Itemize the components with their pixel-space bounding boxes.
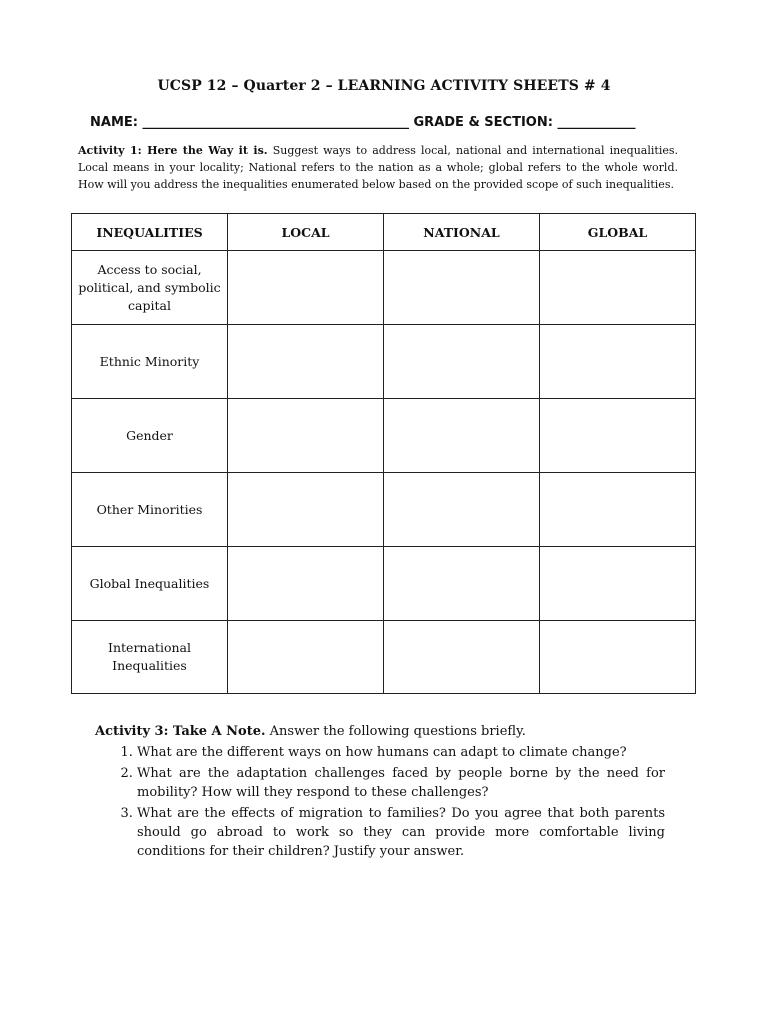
table-row xyxy=(72,251,696,325)
question-list xyxy=(95,743,665,861)
table-row xyxy=(72,325,696,399)
cell-local-access-capital[interactable] xyxy=(228,251,384,325)
activity1-text: Suggest ways to address local, national and international inequalities. Local means in your locality; National refers to the nation as a whole; global refers to the whole world. How will you address the inequalities enumerated below based on the provided scope of such inequalities. xyxy=(78,144,678,191)
cell-global-international-inequalities[interactable] xyxy=(540,621,696,694)
cell-local-global-inequalities[interactable] xyxy=(228,547,384,621)
activity3-text: Answer the following questions briefly. xyxy=(265,724,526,739)
header-national: NATIONAL xyxy=(384,214,540,251)
header-inequalities: INEQUALITIES xyxy=(72,214,228,251)
activity1-heading: Activity 1: Here the Way it is. xyxy=(78,144,268,157)
cell-national-international-inequalities[interactable] xyxy=(384,621,540,694)
header-local: LOCAL xyxy=(228,214,384,251)
cell-national-access-capital[interactable] xyxy=(384,251,540,325)
activity1-instructions xyxy=(78,142,678,193)
table-row xyxy=(72,473,696,547)
row-label-ethnic-minority: Ethnic Minority xyxy=(72,325,228,399)
cell-local-gender[interactable] xyxy=(228,399,384,473)
page-title: UCSP 12 – Quarter 2 – LEARNING ACTIVITY SHEETS # 4 xyxy=(157,78,611,94)
table-row xyxy=(72,399,696,473)
cell-local-international-inequalities[interactable] xyxy=(228,621,384,694)
table-header-row xyxy=(72,214,696,251)
cell-global-ethnic-minority[interactable] xyxy=(540,325,696,399)
activity3-heading: Activity 3: Take A Note. xyxy=(95,724,266,739)
table-row xyxy=(72,547,696,621)
row-label-gender: Gender xyxy=(72,399,228,473)
question-item: 1. What are the different ways on how humans can adapt to climate change? xyxy=(137,743,665,762)
activity3-section xyxy=(95,722,665,863)
question-item: 3. What are the effects of migration to families? Do you agree that both parents should go abroad to work so they can provide more comfortable living conditions for their children? Justify your answer. xyxy=(137,804,665,861)
activity3-intro xyxy=(95,722,665,741)
question-item: 2. What are the adaptation challenges faced by people borne by the need for mobility? How will they respond to these challenges? xyxy=(137,764,665,802)
cell-global-other-minorities[interactable] xyxy=(540,473,696,547)
row-label-global-inequalities: Global Inequalities xyxy=(72,547,228,621)
row-label-international-inequalities: International Inequalities xyxy=(72,621,228,694)
cell-national-ethnic-minority[interactable] xyxy=(384,325,540,399)
header-global: GLOBAL xyxy=(540,214,696,251)
cell-national-other-minorities[interactable] xyxy=(384,473,540,547)
cell-global-access-capital[interactable] xyxy=(540,251,696,325)
cell-global-gender[interactable] xyxy=(540,399,696,473)
cell-national-global-inequalities[interactable] xyxy=(384,547,540,621)
cell-local-ethnic-minority[interactable] xyxy=(228,325,384,399)
inequalities-table xyxy=(71,213,696,694)
cell-local-other-minorities[interactable] xyxy=(228,473,384,547)
row-label-other-minorities: Other Minorities xyxy=(72,473,228,547)
name-grade-section-line: NAME: _________________________________________ GRADE & SECTION: ____________ xyxy=(90,115,636,130)
row-label-access-capital: Access to social, political, and symbolic capital xyxy=(72,251,228,325)
cell-global-global-inequalities[interactable] xyxy=(540,547,696,621)
cell-national-gender[interactable] xyxy=(384,399,540,473)
table-row xyxy=(72,621,696,694)
